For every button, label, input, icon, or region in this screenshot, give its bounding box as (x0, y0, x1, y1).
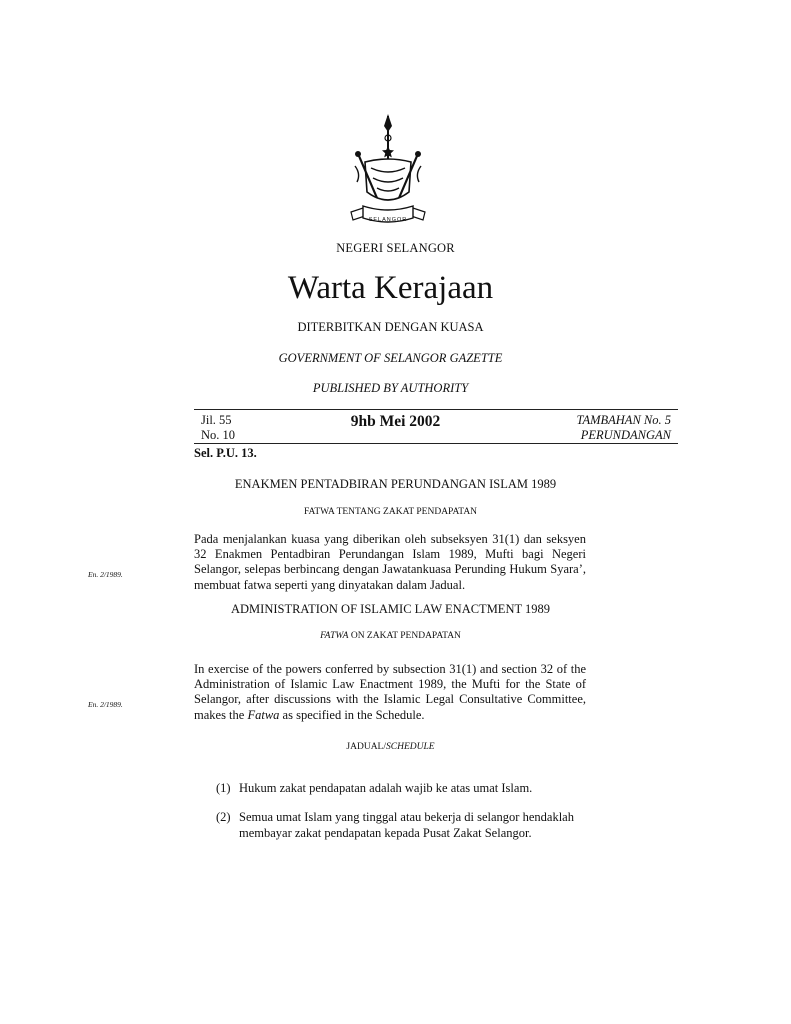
published-by-authority-ms: DITERBITKAN DENGAN KUASA (297, 320, 484, 334)
top-rule (194, 409, 678, 410)
malay-heading: ENAKMEN PENTADBIRAN PERUNDANGAN ISLAM 1989 (234, 477, 557, 491)
pu-reference: Sel. P.U. 13. (194, 446, 257, 460)
volume: Jil. 55 (201, 413, 232, 427)
subheading-rest: ON ZAKAT PENDAPATAN (348, 631, 461, 641)
english-body-after: as specified in the Schedule. (279, 707, 425, 722)
english-body (194, 662, 586, 723)
schedule-item-text: Semua umat Islam yang tinggal atau bekerja di selangor hendaklah membayar zakat pendapatan kepada Pusat Zakat Selangor. (239, 810, 574, 840)
margin-note-malay: En. 2/1989. (88, 570, 123, 579)
issue-number: No. 10 (201, 428, 236, 442)
supplement-info (576, 413, 671, 443)
schedule-item-number: (1) (216, 781, 231, 795)
schedule-item (216, 780, 588, 796)
schedule-heading (0, 742, 781, 752)
english-subheading (0, 631, 781, 641)
schedule-label-ms: JADUAL/ (346, 742, 387, 752)
schedule-item-number: (2) (216, 810, 231, 824)
english-body-italic: Fatwa (247, 707, 280, 722)
bottom-rule (194, 443, 678, 444)
published-by-authority-en: PUBLISHED BY AUTHORITY (312, 381, 469, 395)
margin-note-english: En. 2/1989. (88, 700, 123, 709)
gazette-title: Warta Kerajaan (287, 270, 494, 306)
fatwa-italic: FATWA (320, 631, 349, 641)
issue-date: 9hb Mei 2002 (350, 413, 441, 430)
english-body-before: In exercise of the powers conferred by subsection 31(1) and section 32 of the Administration of Islamic Law Enactment 1989, the Mufti for the State of Selangor, after discussions with the Islamic Legal Consultative Committee, makes the (194, 662, 586, 722)
schedule-label-en: SCHEDULE (386, 742, 435, 752)
crest-ribbon-text: SELANGOR (368, 217, 408, 223)
supplement-number: TAMBAHAN No. 5 (576, 413, 671, 427)
supplement-type: PERUNDANGAN (580, 428, 671, 442)
malay-subheading: FATWA TENTANG ZAKAT PENDAPATAN (303, 507, 478, 517)
schedule-item-text: Hukum zakat pendapatan adalah wajib ke atas umat Islam. (239, 781, 533, 795)
schedule-item (216, 809, 588, 841)
english-heading: ADMINISTRATION OF ISLAMIC LAW ENACTMENT 1989 (230, 602, 551, 616)
gazette-name-en: GOVERNMENT OF SELANGOR GAZETTE (278, 351, 503, 365)
state-name: NEGERI SELANGOR (336, 241, 455, 255)
malay-body: Pada menjalankan kuasa yang diberikan oleh subseksyen 31(1) dan seksyen 32 Enakmen Pentadbiran Perundangan Islam 1989, Mufti bagi Negeri Selangor, selepas berbincang dengan Jawatankuasa Perunding Hukum Syara’, membuat fatwa seperti yang dinyatakan dalam Jadual. (194, 532, 586, 592)
